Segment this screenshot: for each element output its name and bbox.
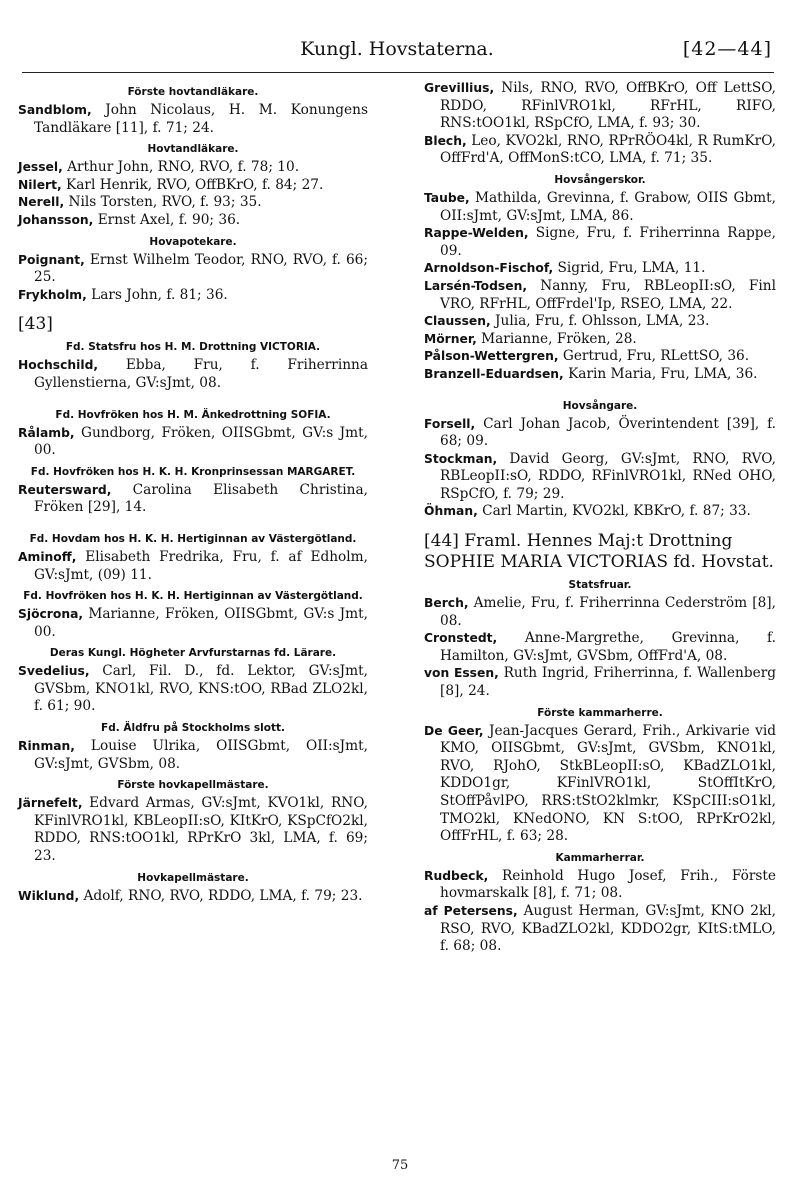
person-details: Signe, Fru, f. Friherrinna Rappe, 09. [440,225,776,259]
person-entry [424,225,776,260]
person-entry [18,102,368,137]
person-surname: Järnefelt, [18,796,83,811]
person-entry [424,313,776,331]
person-details: Carl, Fil. D., fd. Lektor, GV:sJmt, GVSbm, KNO1kl, RVO, KNS:tOO, RBad ZLO2kl, f. 61; 90. [34,663,368,715]
person-entry [18,212,368,230]
person-surname: Hochschild, [18,358,99,373]
person-surname: Cronstedt, [424,631,498,646]
person-surname: Sjöcrona, [18,607,84,622]
section-heading: Fd. Äldfru på Stockholms slott. [101,722,285,735]
person-details: Nils Torsten, RVO, f. 93; 35. [64,194,262,211]
person-details: Anne-Margrethe, Grevinna, f. Hamilton, GV:sJmt, GVSbm, OffFrd'A, 08. [440,630,776,664]
person-surname: Öhman, [424,504,478,519]
person-details: Julia, Fru, f. Ohlsson, LMA, 23. [490,313,710,330]
person-details: Leo, KVO2kl, RNO, RPrRÖO4kl, R RumKrO, OffFrd'A, OffMonS:tCO, LMA, f. 71; 35. [440,132,776,167]
spacer [424,384,776,394]
running-title: Kungl. Hovstaterna. [300,38,494,60]
section-heading: Hovsångare. [562,399,638,412]
person-surname: Pålson-Wettergren, [424,349,559,364]
person-entry [424,723,776,846]
person-details: Amelie, Fru, f. Friherrinna Cederström [8], 08. [440,595,776,629]
person-surname: Claussen, [424,314,491,329]
person-surname: De Geer, [424,723,484,738]
person-entry [424,331,776,349]
person-details: Gundborg, Fröken, OIISGbmt, GV:s Jmt, 00. [34,424,368,459]
spacer [18,517,368,527]
person-entry [18,663,368,716]
person-details: Carl Martin, KVO2kl, KBKrO, f. 87; 33. [477,503,751,520]
person-surname: von Essen, [424,666,499,681]
person-surname: Mörner, [424,331,477,346]
section-heading: Hovapotekare. [149,235,237,248]
person-surname: Rudbeck, [424,868,489,883]
person-entry [424,503,776,521]
chapter-heading: [44] Framl. Hennes Maj:t Drottning SOPHIE MARIA VICTORIAS fd. Hovstat. [424,531,774,573]
person-surname: Nerell, [18,195,65,210]
spacer [18,393,368,403]
person-entry [18,738,368,773]
person-details: John Nicolaus, H. M. Konungens Tandläkare [11], f. 71; 24. [34,102,368,136]
person-surname: Rappe-Welden, [424,226,529,241]
person-surname: Rinman, [18,739,75,754]
section-heading: Statsfruar. [568,579,632,592]
left-column [18,80,368,905]
person-entry [424,80,776,133]
person-surname: Larsén-Todsen, [424,278,527,293]
person-entry [424,260,776,278]
person-details: Edvard Armas, GV:sJmt, KVO1kl, RNO, KFinlVRO1kl, KBLeopII:sO, KItKrO, KSpCfO2kl, RDDO, RNS:tOO1kl, RPrKrO 3kl, LMA, f. 69; 23. [34,795,368,865]
person-surname: Rålamb, [18,425,75,440]
person-details: Gertrud, Fru, RLettSO, 36. [558,348,750,365]
person-details: David Georg, GV:sJmt, RNO, RVO, RBLeopII:sO, RDDO, RFinlVRO1kl, RNed OHO, RSpCfO, f. 79; 29. [440,450,776,502]
person-entry [424,278,776,313]
person-entry [424,416,776,451]
person-surname: Nilert, [18,177,62,192]
person-surname: Poignant, [18,252,85,267]
person-entry [424,133,776,168]
header-rule [22,72,774,73]
person-details: Nils, RNO, RVO, OffBKrO, Off LettSO, RDDO, RFinlVRO1kl, RFrHL, RIFO, RNS:tOO1kl, RSpCfO, LMA, f. 93; 30. [440,80,776,132]
section-reference: [42—44] [682,38,772,60]
person-details: Ebba, Fru, f. Friherrinna Gyllenstierna, GV:sJmt, 08. [34,357,368,391]
person-details: Reinhold Hugo Josef, Frih., Förste hovmarskalk [8], f. 71; 08. [440,867,776,902]
person-entry [18,287,368,305]
section-heading: Deras Kungl. Högheter Arvfurstarnas fd. Lärare. [49,647,337,660]
section-heading: Hovsångerskor. [554,173,646,186]
person-entry [424,665,776,700]
person-surname: Reutersward, [18,482,112,497]
person-details: Ernst Axel, f. 90; 36. [93,211,241,228]
person-surname: Forsell, [424,416,476,431]
person-surname: Blech, [424,133,467,148]
person-entry [18,159,368,177]
person-details: Ruth Ingrid, Friherrinna, f. Wallenberg [8], 24. [440,665,776,700]
person-details: Marianne, Fröken, 28. [476,330,637,347]
person-details: Sigrid, Fru, LMA, 11. [553,260,706,277]
person-entry [18,252,368,287]
person-entry [18,888,368,906]
person-details: Arthur John, RNO, RVO, f. 78; 10. [62,159,300,176]
person-entry [18,357,368,392]
person-surname: Wiklund, [18,888,80,903]
section-heading: Fd. Hovfröken hos H. M. Änkedrottning SOFIA. [55,408,331,421]
person-details: Carolina Elisabeth Christina, Fröken [29], 14. [34,481,368,516]
person-entry [18,795,368,865]
person-details: Louise Ulrika, OIISGbmt, OII:sJmt, GV:sJmt, GVSbm, 08. [34,738,368,772]
person-entry [424,366,776,384]
person-surname: Berch, [424,596,469,611]
running-header [22,38,772,68]
person-details: Elisabeth Fredrika, Fru, f. af Edholm, GV:sJmt, (09) 11. [34,548,368,583]
person-entry [424,630,776,665]
person-surname: Grevillius, [424,81,495,95]
right-column [424,80,776,956]
section-heading: Förste hovkapellmästare. [117,779,269,792]
person-details: Ernst Wilhelm Teodor, RNO, RVO, f. 66; 25. [34,251,368,286]
person-surname: Svedelius, [18,664,90,679]
person-entry [424,595,776,630]
section-heading: Fd. Statsfru hos H. M. Drottning VICTORIA. [65,341,321,354]
section-heading: Hovtandläkare. [147,143,239,156]
person-entry [18,194,368,212]
person-details: Mathilda, Grevinna, f. Grabow, OIIS Gbmt, OII:sJmt, GV:sJmt, LMA, 86. [440,189,776,224]
person-surname: Arnoldson-Fischof, [424,261,554,276]
person-surname: Jessel, [18,160,63,175]
person-surname: Branzell-Eduardsen, [424,366,564,381]
person-details: August Herman, GV:sJmt, KNO 2kl, RSO, RVO, KBadZLO2kl, KDDO2gr, KItS:tMLO, f. 68; 08. [440,902,776,955]
person-entry [18,606,368,641]
page-number: 75 [391,1158,409,1173]
person-entry [18,482,368,517]
person-entry [424,190,776,225]
person-entry [424,348,776,366]
person-entry [424,868,776,903]
person-entry [18,549,368,584]
person-details: Karin Maria, Fru, LMA, 36. [563,365,758,382]
person-entry [18,425,368,460]
person-surname: af Petersens, [424,903,518,918]
chapter-heading: [43] [18,314,53,335]
section-heading: Kammarherrar. [555,851,645,864]
section-heading: Hovkapellmästare. [137,871,249,884]
section-heading: Fd. Hovfröken hos H. K. H. Hertiginnan av Västergötland. [23,590,363,603]
person-details: Lars John, f. 81; 36. [86,286,228,303]
person-surname: Sandblom, [18,103,92,117]
person-details: Adolf, RNO, RVO, RDDO, LMA, f. 79; 23. [79,887,363,904]
person-entry [424,903,776,956]
person-entry [424,451,776,504]
section-heading: Fd. Hovdam hos H. K. H. Hertiginnan av Västergötland. [29,532,357,545]
person-details: Marianne, Fröken, OIISGbmt, GV:s Jmt, 00. [34,606,368,640]
section-heading: Förste hovtandläkare. [127,86,259,98]
person-entry [18,177,368,195]
person-surname: Aminoff, [18,549,77,564]
person-surname: Taube, [424,190,470,205]
person-surname: Frykholm, [18,287,87,302]
person-details: Carl Johan Jacob, Överintendent [39], f. 68; 09. [440,415,776,450]
person-details: Nanny, Fru, RBLeopII:sO, Finl VRO, RFrHL, OffFrdel'Ip, RSEO, LMA, 22. [440,277,776,312]
person-details: Jean-Jacques Gerard, Frih., Arkivarie vid KMO, OIISGbmt, GV:sJmt, GVSbm, KNO1kl, RVO, RJohO, StkBLeopII:sO, KBadZLO1kl, KDDO1gr, KFinlVRO1kl, StOffItKrO, StOffPåvlPO, RRS:tStO2klmkr, KSpCIII:sO1kl, TMO2kl, KNedONO, KN S:tOO, RPrKrO2kl, OffFrHL, f. 63; 28. [440,722,777,845]
person-details: Karl Henrik, RVO, OffBKrO, f. 84; 27. [61,176,324,193]
person-surname: Johansson, [18,212,94,227]
section-heading: Förste kammarherre. [537,706,663,719]
person-surname: Stockman, [424,451,498,466]
section-heading: Fd. Hovfröken hos H. K. H. Kronprinsessan MARGARET. [30,465,356,478]
